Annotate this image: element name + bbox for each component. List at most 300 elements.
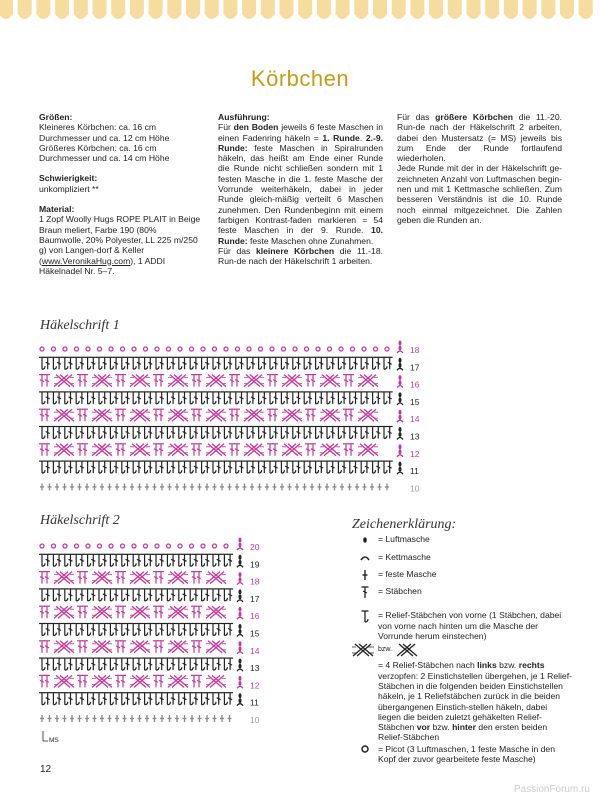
double-crochet-mark: [82, 675, 88, 687]
picot-mark: [86, 544, 90, 548]
diagram2-title: Häkelschrift 2: [40, 513, 120, 528]
front-post-mark: [62, 693, 68, 705]
cable-mark: [206, 444, 226, 456]
front-post-mark: [267, 461, 273, 473]
double-crochet-mark: [56, 589, 62, 601]
double-crochet-mark: [125, 693, 131, 705]
cable-t4: bzw.: [430, 722, 453, 733]
single-crochet-mark: [175, 483, 179, 490]
front-post-mark: [119, 392, 125, 404]
double-crochet-mark: [273, 357, 279, 369]
double-crochet-mark: [158, 641, 164, 653]
front-post-mark: [130, 392, 136, 404]
single-crochet-mark: [145, 715, 149, 722]
cable-mark: [168, 444, 188, 456]
single-crochet-mark: [205, 483, 209, 490]
scallop: [186, 0, 200, 19]
double-crochet-mark: [136, 554, 142, 566]
double-crochet-mark: [375, 427, 381, 439]
double-crochet-mark: [45, 392, 51, 404]
single-crochet-mark: [198, 715, 202, 722]
front-post-mark: [164, 357, 170, 369]
scallop: [392, 0, 406, 19]
double-crochet-mark: [158, 375, 164, 387]
cable-mark: [168, 409, 188, 421]
front-post-mark: [210, 427, 216, 439]
front-post-mark: [119, 554, 125, 566]
cable-mark: [130, 675, 150, 687]
instr-b4: 10. Runde:: [218, 225, 383, 246]
front-post-mark: [96, 357, 102, 369]
front-post-mark: [50, 624, 56, 636]
front-post-mark: [256, 392, 262, 404]
scallop: [541, 0, 555, 19]
double-crochet-icon: [359, 586, 371, 599]
instr-t2: jeweils 6 feste Maschen in einen Fadenring häkeln =: [218, 122, 383, 143]
cable-mark: [130, 444, 150, 456]
front-post-mark: [73, 693, 79, 705]
picot-mark: [201, 544, 205, 548]
double-crochet-mark: [120, 409, 126, 421]
double-crochet-mark: [45, 658, 51, 670]
single-crochet-mark: [295, 483, 299, 490]
front-post-mark: [313, 357, 319, 369]
single-crochet-mark: [85, 715, 89, 722]
scallop: [223, 0, 237, 19]
cable-mark: [130, 606, 150, 618]
double-crochet-mark: [159, 554, 165, 566]
cable-mark: [168, 375, 188, 387]
front-post-mark: [107, 693, 113, 705]
sizes-heading: Größen:: [39, 112, 73, 122]
double-crochet-mark: [102, 427, 108, 439]
cable-mark: [206, 675, 226, 687]
front-post-mark: [244, 392, 250, 404]
double-crochet-mark: [239, 392, 245, 404]
front-post-mark: [176, 693, 182, 705]
double-crochet-mark: [273, 392, 279, 404]
double-crochet-mark: [364, 392, 370, 404]
front-post-mark: [199, 461, 205, 473]
double-crochet-mark: [113, 427, 119, 439]
row-number: 12: [250, 680, 260, 691]
cable-mark: [54, 375, 74, 387]
diagram-row-14: [39, 409, 403, 422]
double-crochet-mark: [153, 606, 159, 618]
front-post-mark: [153, 658, 159, 670]
front-post-mark: [187, 589, 193, 601]
single-crochet-mark: [183, 483, 187, 490]
row-number: 16: [410, 379, 420, 390]
front-post-mark: [278, 461, 284, 473]
double-crochet-mark: [250, 427, 256, 439]
double-crochet-mark: [193, 357, 199, 369]
double-crochet-mark: [39, 572, 45, 584]
single-crochet-mark: [325, 483, 329, 490]
front-post-mark: [62, 461, 68, 473]
text-column-instructions: [218, 112, 383, 266]
double-crochet-mark: [113, 589, 119, 601]
double-crochet-mark: [120, 675, 126, 687]
double-crochet-mark: [353, 392, 359, 404]
scallop: [504, 0, 518, 19]
front-post-mark: [335, 392, 341, 404]
cable-mark: [358, 409, 378, 421]
diagram1-title: Häkelschrift 1: [40, 318, 120, 333]
cable-mark: [92, 409, 112, 421]
double-crochet-mark: [193, 624, 199, 636]
front-post-mark: [335, 357, 341, 369]
double-crochet-mark: [182, 624, 188, 636]
cable-right-icon: [396, 643, 418, 657]
double-crochet-mark: [261, 357, 267, 369]
double-crochet-mark: [204, 693, 210, 705]
double-crochet-mark: [44, 675, 50, 687]
double-crochet-mark: [115, 572, 121, 584]
double-crochet-mark: [68, 658, 74, 670]
double-crochet-mark: [39, 375, 45, 387]
double-crochet-mark: [56, 658, 62, 670]
double-crochet-mark: [44, 444, 50, 456]
double-crochet-mark: [125, 554, 131, 566]
picot-mark: [316, 347, 320, 351]
double-crochet-mark: [216, 589, 222, 601]
front-post-mark: [164, 427, 170, 439]
front-post-mark: [290, 427, 296, 439]
cable-mark: [358, 444, 378, 456]
picot-mark: [40, 347, 44, 351]
double-crochet-mark: [45, 693, 51, 705]
chain-mark: [239, 577, 242, 582]
single-crochet-mark: [160, 483, 164, 490]
double-crochet-mark: [364, 461, 370, 473]
double-crochet-mark: [229, 444, 235, 456]
front-post-mark: [164, 392, 170, 404]
front-post-mark: [119, 658, 125, 670]
double-crochet-mark: [348, 375, 354, 387]
front-post-mark: [85, 624, 91, 636]
single-crochet-mark: [228, 483, 232, 490]
single-crochet-mark: [280, 483, 284, 490]
cable-mark: [282, 409, 302, 421]
row-number: 19: [250, 559, 260, 570]
single-crochet-mark: [108, 483, 112, 490]
single-crochet-mark: [310, 483, 314, 490]
double-crochet-mark: [113, 461, 119, 473]
double-crochet-mark: [227, 624, 233, 636]
cable-bzw: bzw.: [378, 646, 393, 654]
double-crochet-mark: [305, 375, 311, 387]
row-number: 18: [410, 345, 420, 355]
double-crochet-mark: [136, 658, 142, 670]
double-crochet-mark: [216, 461, 222, 473]
cable-mark: [54, 572, 74, 584]
scallop: [523, 0, 537, 19]
picot-mark: [121, 544, 125, 548]
material-link[interactable]: www.VeronikaHug.com: [41, 255, 131, 266]
double-crochet-mark: [45, 624, 51, 636]
double-crochet-mark: [387, 392, 393, 404]
double-crochet-mark: [136, 427, 142, 439]
picot-mark: [305, 347, 309, 351]
double-crochet-mark: [227, 554, 233, 566]
picot-mark: [178, 347, 182, 351]
double-crochet-mark: [341, 357, 347, 369]
double-crochet-mark: [364, 427, 370, 439]
single-crochet-mark: [78, 483, 82, 490]
double-crochet-mark: [193, 589, 199, 601]
picot-mark: [52, 544, 56, 548]
double-crochet-mark: [296, 392, 302, 404]
double-crochet-mark: [227, 658, 233, 670]
chain-mark: [239, 607, 242, 612]
front-post-mark: [130, 658, 136, 670]
double-crochet-mark: [341, 461, 347, 473]
double-crochet-mark: [227, 427, 233, 439]
double-crochet-mark: [307, 427, 313, 439]
double-crochet-mark: [261, 427, 267, 439]
double-crochet-mark: [136, 624, 142, 636]
front-post-mark: [130, 693, 136, 705]
front-post-mark: [73, 461, 79, 473]
chain-mark: [239, 629, 242, 634]
double-crochet-mark: [227, 392, 233, 404]
cable-mark: [244, 375, 264, 387]
double-crochet-mark: [120, 606, 126, 618]
front-post-mark: [244, 357, 250, 369]
front-post-mark: [153, 693, 159, 705]
single-crochet-mark: [265, 483, 269, 490]
double-crochet-mark: [318, 461, 324, 473]
picot-mark: [40, 544, 44, 548]
chain-mark: [239, 659, 242, 664]
double-crochet-mark: [120, 444, 126, 456]
double-crochet-mark: [310, 375, 316, 387]
double-crochet-mark: [115, 409, 121, 421]
double-crochet-mark: [196, 606, 202, 618]
slip-mark: [397, 472, 403, 474]
double-crochet-mark: [115, 641, 121, 653]
chain-mark: [239, 693, 242, 698]
front-post-mark: [233, 461, 239, 473]
chain-mark: [239, 612, 242, 617]
front-post-mark: [50, 427, 56, 439]
double-crochet-mark: [102, 554, 108, 566]
double-crochet-mark: [79, 693, 85, 705]
front-post-dc-icon: [359, 610, 371, 623]
front-post-mark: [85, 392, 91, 404]
front-post-mark: [39, 658, 45, 670]
picot-mark: [167, 347, 171, 351]
double-crochet-mark: [341, 427, 347, 439]
slip-mark: [397, 455, 403, 457]
legend-item-text: = Stäbchen: [378, 586, 422, 597]
cable-mark: [130, 572, 150, 584]
double-crochet-mark: [159, 693, 165, 705]
front-post-mark: [130, 624, 136, 636]
double-crochet-mark: [170, 693, 176, 705]
double-crochet-mark: [120, 572, 126, 584]
double-crochet-mark: [153, 572, 159, 584]
single-crochet-mark: [213, 715, 217, 722]
double-crochet-mark: [79, 624, 85, 636]
double-crochet-mark: [296, 357, 302, 369]
double-crochet-mark: [318, 392, 324, 404]
front-post-mark: [176, 589, 182, 601]
slip-stitch-icon: [359, 552, 371, 565]
picot-mark: [213, 544, 217, 548]
double-crochet-mark: [191, 409, 197, 421]
front-post-mark: [142, 589, 148, 601]
cable-mark: [244, 444, 264, 456]
double-crochet-mark: [204, 461, 210, 473]
double-crochet-mark: [113, 624, 119, 636]
scallop: [298, 0, 312, 19]
double-crochet-mark: [330, 427, 336, 439]
double-crochet-mark: [77, 572, 83, 584]
double-crochet-mark: [204, 589, 210, 601]
double-crochet-mark: [170, 461, 176, 473]
front-post-mark: [187, 658, 193, 670]
front-post-mark: [39, 589, 45, 601]
single-crochet-mark: [385, 483, 389, 490]
picot-mark: [362, 347, 366, 351]
double-crochet-mark: [147, 658, 153, 670]
double-crochet-mark: [234, 444, 240, 456]
cable-mark: [206, 572, 226, 584]
double-crochet-mark: [147, 357, 153, 369]
picot-mark: [270, 347, 274, 351]
text-column-sizes: [39, 112, 202, 286]
row-number: 13: [410, 431, 420, 442]
double-crochet-mark: [158, 572, 164, 584]
double-crochet-mark: [82, 572, 88, 584]
cable-left-icon: [352, 643, 374, 657]
front-post-mark: [142, 427, 148, 439]
sizes-small: Kleineres Körbchen: ca. 16 cm Durchmesser und ca. 12 cm Höhe: [39, 122, 170, 143]
double-crochet-mark: [147, 589, 153, 601]
double-crochet-mark: [102, 693, 108, 705]
chain-mark: [239, 646, 242, 651]
cable-mark: [168, 572, 188, 584]
front-post-mark: [221, 392, 227, 404]
front-post-mark: [142, 693, 148, 705]
instr-b3: 2.-9. Runde:: [218, 132, 384, 153]
double-crochet-mark: [191, 675, 197, 687]
large-b1: größere Körbchen: [435, 112, 513, 122]
front-post-mark: [176, 357, 182, 369]
front-post-mark: [85, 357, 91, 369]
single-crochet-icon: [359, 569, 371, 582]
double-crochet-mark: [158, 409, 164, 421]
single-crochet-mark: [70, 715, 74, 722]
front-post-mark: [62, 427, 68, 439]
picot-mark: [132, 347, 136, 351]
front-post-mark: [187, 554, 193, 566]
double-crochet-mark: [272, 409, 278, 421]
front-post-mark: [164, 589, 170, 601]
diagram-row-16: [39, 606, 243, 619]
front-post-mark: [187, 392, 193, 404]
cable-b1: links: [477, 660, 497, 671]
double-crochet-mark: [364, 357, 370, 369]
row-number: 14: [410, 414, 420, 425]
cable-mark: [54, 444, 74, 456]
double-crochet-mark: [45, 589, 51, 601]
double-crochet-mark: [115, 375, 121, 387]
cable-mark: [206, 641, 226, 653]
front-post-mark: [301, 357, 307, 369]
single-crochet-mark: [153, 715, 157, 722]
double-crochet-mark: [153, 375, 159, 387]
double-crochet-mark: [191, 572, 197, 584]
scallop: [485, 0, 499, 19]
double-crochet-mark: [68, 693, 74, 705]
diagram-row-16: [39, 375, 403, 388]
slip-mark: [237, 669, 243, 671]
front-post-mark: [142, 624, 148, 636]
double-crochet-mark: [204, 554, 210, 566]
double-crochet-mark: [159, 357, 165, 369]
double-crochet-mark: [115, 444, 121, 456]
double-crochet-mark: [216, 392, 222, 404]
double-crochet-mark: [56, 392, 62, 404]
row-number: 10: [250, 715, 260, 725]
difficulty-value: unkompliziert **: [39, 183, 99, 194]
picot-mark: [282, 347, 286, 351]
cable-b2: rechts: [518, 660, 545, 671]
single-crochet-mark: [228, 715, 232, 722]
front-post-mark: [221, 658, 227, 670]
front-post-mark: [176, 392, 182, 404]
front-post-mark: [85, 461, 91, 473]
front-post-mark: [107, 392, 113, 404]
double-crochet-mark: [353, 427, 359, 439]
double-crochet-mark: [147, 461, 153, 473]
scalloped-border: [0, 0, 600, 30]
row-number: 11: [250, 697, 259, 708]
front-post-mark: [324, 392, 330, 404]
double-crochet-mark: [158, 675, 164, 687]
single-crochet-mark: [198, 483, 202, 490]
single-crochet-mark: [55, 715, 59, 722]
double-crochet-mark: [44, 606, 50, 618]
double-crochet-mark: [147, 624, 153, 636]
chain-mark: [239, 538, 242, 543]
row-number: 15: [410, 396, 420, 407]
double-crochet-mark: [196, 641, 202, 653]
front-post-mark: [370, 357, 376, 369]
double-crochet-mark: [193, 658, 199, 670]
single-crochet-mark: [153, 483, 157, 490]
single-crochet-mark: [288, 483, 292, 490]
chain-mark: [239, 676, 242, 681]
front-post-mark: [119, 589, 125, 601]
large-t2: die 11.-20. Run-de nach der Häkelschrift 2 arbeiten, dabei den Mustersatz (= MS) jeweils bis zum Ende der Runde fortlaufend wiederholen.: [397, 112, 562, 164]
double-crochet-mark: [113, 658, 119, 670]
double-crochet-mark: [170, 357, 176, 369]
instructions-heading: Ausführung:: [218, 112, 270, 122]
single-crochet-mark: [378, 483, 382, 490]
double-crochet-mark: [79, 589, 85, 601]
front-post-mark: [119, 357, 125, 369]
double-crochet-mark: [56, 461, 62, 473]
chain-mark: [239, 572, 242, 577]
cable-mark: [320, 444, 340, 456]
front-post-mark: [73, 554, 79, 566]
row-number: 11: [410, 466, 419, 477]
watermark: PassionForum.ru: [513, 784, 590, 795]
